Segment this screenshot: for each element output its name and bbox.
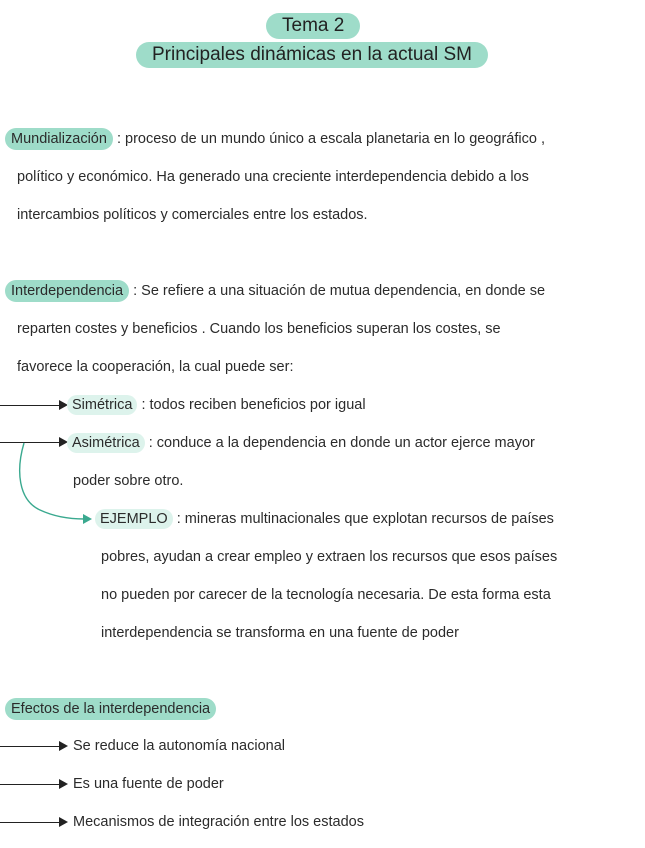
ejemplo-line4: interdependencia se transforma en una fuente de poder [101,625,459,641]
mundializacion-paragraph-line1 [5,128,545,150]
mundializacion-term: Mundialización [5,128,113,150]
mundializacion-paragraph-line3: intercambios políticos y comerciales entre los estados. [17,207,368,223]
efecto-item: Es una fuente de poder [73,776,224,792]
simetrica-item [67,394,366,416]
simetrica-arrow-icon [0,405,60,406]
asimetrica-term: Asimétrica [67,433,145,453]
interdependencia-paragraph-line2: reparten costes y beneficios . Cuando los beneficios superan los costes, se [17,321,501,337]
efecto-item: Se reduce la autonomía nacional [73,738,286,754]
efectos-heading [5,698,216,720]
efecto-arrow-icon [0,746,60,747]
interdependencia-term: Interdependencia [5,280,129,302]
mundializacion-paragraph-line2: político y económico. Ha generado una creciente interdependencia debido a los [17,169,529,185]
mundializacion-def: : proceso de un mundo único a escala planetaria en lo geográfico , [112,131,545,147]
page-title: Principales dinámicas en la actual SM [136,42,488,68]
ejemplo-line2: pobres, ayudan a crear empleo y extraen los recursos que esos países [101,549,558,565]
ejemplo-line3: no pueden por carecer de la tecnología necesaria. De esta forma esta [101,587,551,603]
asimetrica-arrow-icon [0,442,60,443]
ejemplo-item [95,508,554,530]
interdependencia-paragraph-line1 [5,280,545,302]
asimetrica-def: : conduce a la dependencia en donde un actor ejerce mayor [144,435,535,451]
asimetrica-item [67,432,535,454]
asimetrica-line2: poder sobre otro. [73,473,184,489]
efectos-term: Efectos de la interdependencia [5,698,216,720]
simetrica-term: Simétrica [67,395,137,415]
simetrica-def: : todos reciben beneficios por igual [137,397,366,413]
interdependencia-paragraph-line3: favorece la cooperación, la cual puede ser: [17,359,294,375]
ejemplo-term: EJEMPLO [95,509,173,529]
efecto-arrow-icon [0,822,60,823]
topic-heading: Tema 2 [266,13,360,39]
interdependencia-def: : Se refiere a una situación de mutua dependencia, en donde se [129,283,546,299]
efecto-item: Mecanismos de integración entre los estados [73,814,364,830]
ejemplo-def: : mineras multinacionales que explotan recursos de países [172,511,554,527]
efecto-arrow-icon [0,784,60,785]
